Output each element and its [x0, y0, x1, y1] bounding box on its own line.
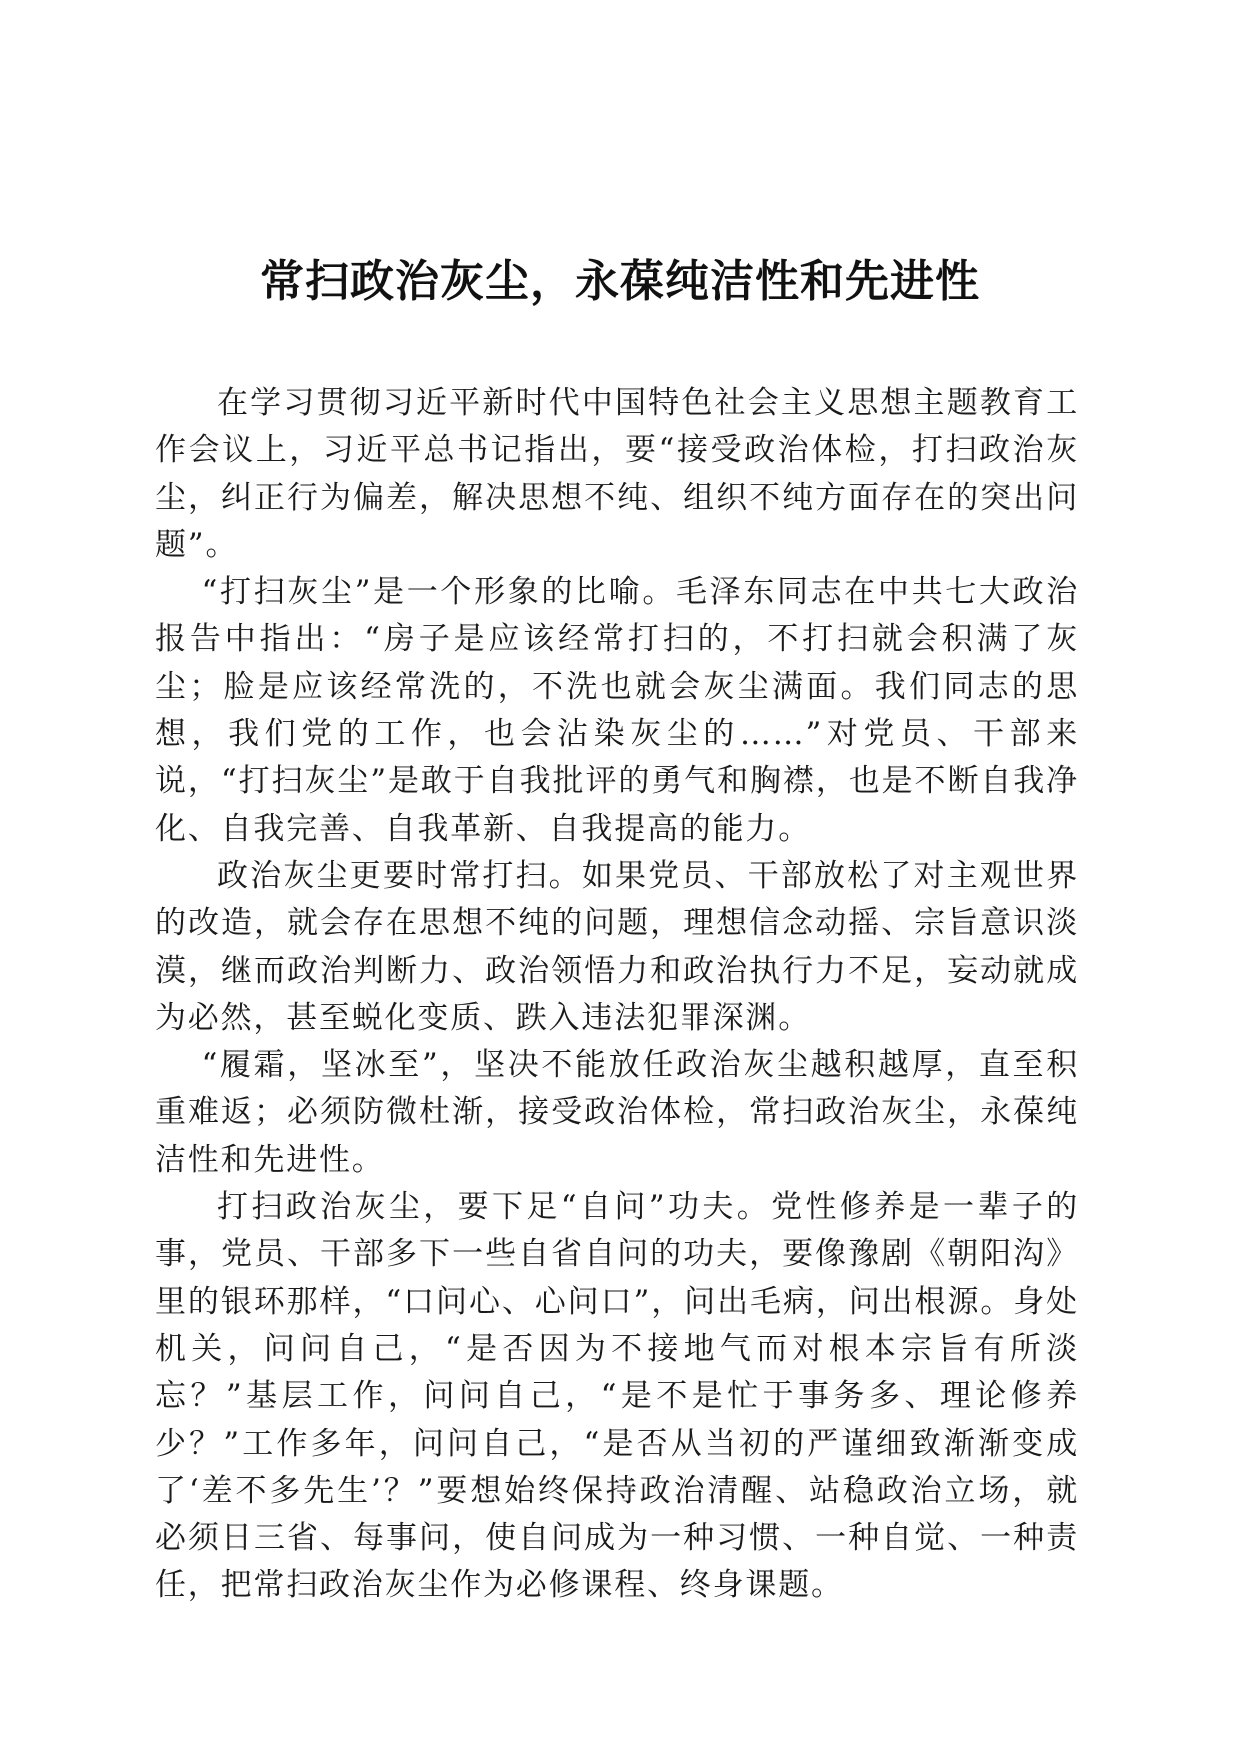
document-body	[155, 380, 1079, 1610]
document-title: 常扫政治灰尘，永葆纯洁性和先进性	[260, 256, 980, 307]
paragraph-4: “履霜，坚冰至”，坚决不能放任政治灰尘越积越厚，直至积重难返；必须防微杜渐，接受政治体检，常扫政治灰尘，永葆纯洁性和先进性。	[155, 1047, 1079, 1178]
paragraph-5: 打扫政治灰尘，要下足“自问”功夫。党性修养是一辈子的事，党员、干部多下一些自省自问的功夫，要像豫剧《朝阳沟》里的银环那样，“口问心、心问口”，问出毛病，问出根源。身处机关，问问自己，“是否因为不接地气而对根本宗旨有所淡忘？”基层工作，问问自己，“是不是忙于事务多、理论修养少？”工作多年，问问自己，“是否从当初的严谨细致渐渐变成了‘差不多先生’？”要想始终保持政治清醒、站稳政治立场，就必须日三省、每事问，使自问成为一种习惯、一种自觉、一种责任，把常扫政治灰尘作为必修课程、终身课题。	[155, 1189, 1079, 1604]
paragraph-2: “打扫灰尘”是一个形象的比喻。毛泽东同志在中共七大政治报告中指出：“房子是应该经常打扫的，不打扫就会积满了灰尘；脸是应该经常洗的，不洗也就会灰尘满面。我们同志的思想，我们党的工作，也会沾染灰尘的……”对党员、干部来说，“打扫灰尘”是敢于自我批评的勇气和胸襟，也是不断自我净化、自我完善、自我革新、自我提高的能力。	[155, 574, 1079, 847]
paragraph-1: 在学习贯彻习近平新时代中国特色社会主义思想主题教育工作会议上，习近平总书记指出，要“接受政治体检，打扫政治灰尘，纠正行为偏差，解决思想不纯、组织不纯方面存在的突出问题”。	[155, 385, 1079, 563]
paragraph-3: 政治灰尘更要时常打扫。如果党员、干部放松了对主观世界的改造，就会存在思想不纯的问题，理想信念动摇、宗旨意识淡漠，继而政治判断力、政治领悟力和政治执行力不足，妄动就成为必然，甚至蜕化变质、跌入违法犯罪深渊。	[155, 857, 1079, 1036]
